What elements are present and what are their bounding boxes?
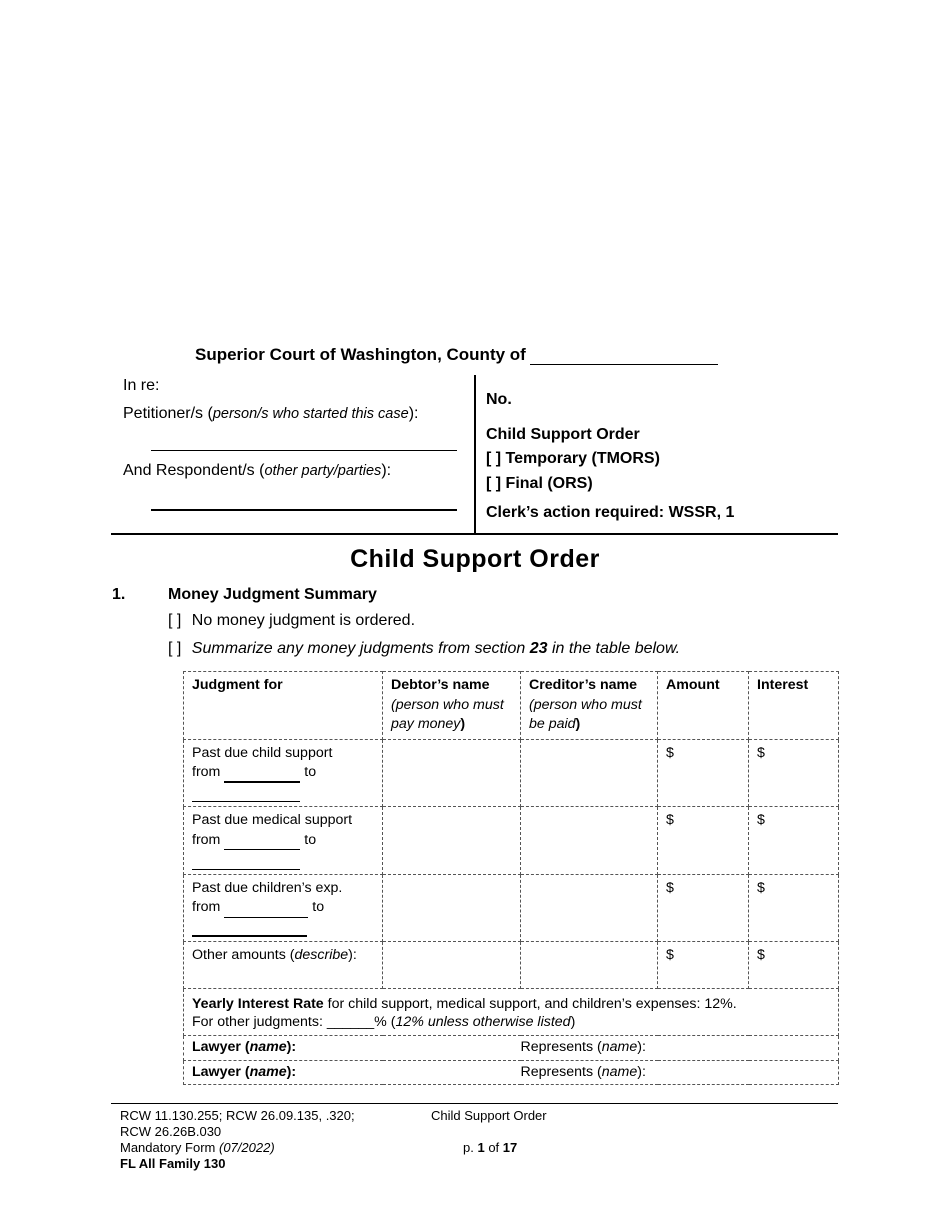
option-summarize-post: in the table below.: [551, 640, 681, 657]
respondent-note: other party/parties: [264, 463, 382, 479]
footer-doc-title: Child Support Order: [431, 1108, 547, 1123]
debtor-cell[interactable]: [383, 942, 521, 989]
creditor-cell[interactable]: [521, 874, 658, 942]
option-summarize-pre: Summarize any money judgments from section: [191, 640, 526, 657]
debtor-cell[interactable]: [383, 739, 521, 807]
amount-cell[interactable]: $: [658, 807, 749, 875]
debtor-cell[interactable]: [383, 807, 521, 875]
lawyer-name-cell[interactable]: Lawyer (name):: [184, 1036, 521, 1061]
interest-rate-row: [184, 989, 839, 1036]
respondent-name-line[interactable]: [151, 509, 457, 511]
other-amounts-cell: Other amounts (describe):: [184, 942, 383, 989]
judgment-summary-table: [183, 671, 839, 1085]
table-row: [184, 807, 839, 875]
table-row-other: [184, 942, 839, 989]
petitioner-name-line[interactable]: [151, 450, 457, 451]
from-date-blank[interactable]: [224, 767, 300, 783]
case-number-label: No.: [486, 391, 512, 408]
represents-cell[interactable]: Represents (name):: [521, 1036, 839, 1061]
represents-cell[interactable]: Represents (name):: [521, 1060, 839, 1085]
section-ref: 23: [529, 640, 548, 657]
final-checkbox[interactable]: [ ] Final (ORS): [486, 475, 593, 492]
col-creditor: Creditor’s name (person who must be paid): [521, 672, 658, 740]
footer-page-number: p. 1 of 17: [463, 1140, 518, 1155]
col-interest: Interest: [749, 672, 839, 740]
creditor-cell[interactable]: [521, 739, 658, 807]
option-no-judgment-checkbox[interactable]: [ ]: [168, 612, 182, 629]
option-no-judgment-text: No money judgment is ordered.: [191, 612, 416, 629]
to-date-blank[interactable]: [192, 787, 300, 802]
in-re-label: In re:: [123, 377, 160, 394]
option-summarize-checkbox[interactable]: [ ]: [168, 640, 182, 657]
from-date-blank[interactable]: [224, 903, 308, 918]
footer-rule: [111, 1103, 838, 1104]
to-date-blank[interactable]: [192, 921, 307, 937]
temporary-checkbox[interactable]: [ ] Temporary (TMORS): [486, 450, 660, 467]
amount-cell[interactable]: $: [658, 874, 749, 942]
court-heading: [195, 345, 718, 365]
lawyer-row: [184, 1060, 839, 1085]
option-no-judgment: [168, 612, 415, 630]
interest-cell[interactable]: $: [749, 739, 839, 807]
amount-cell[interactable]: $: [658, 942, 749, 989]
creditor-cell[interactable]: [521, 807, 658, 875]
col-judgment-for: Judgment for: [184, 672, 383, 740]
col-amount: Amount: [658, 672, 749, 740]
lawyer-row: [184, 1036, 839, 1061]
table-row: [184, 874, 839, 942]
petitioner-note: person/s who started this case: [212, 406, 409, 422]
to-date-blank[interactable]: [192, 855, 300, 870]
creditor-cell[interactable]: [521, 942, 658, 989]
respondent-label: And Respondent/s (other party/parties):: [123, 462, 392, 479]
section-number: 1.: [112, 586, 126, 603]
footer-mandatory: Mandatory Form (07/2022): [120, 1140, 275, 1155]
option-summarize: [168, 640, 680, 658]
col-debtor: Debtor’s name (person who must pay money): [383, 672, 521, 740]
table-row: [184, 739, 839, 807]
caption-bottom-rule: [111, 533, 838, 535]
caption-divider: [474, 375, 476, 534]
court-name: Superior Court of Washington, County of: [195, 345, 526, 364]
interest-cell[interactable]: $: [749, 942, 839, 989]
interest-cell[interactable]: $: [749, 874, 839, 942]
document-name: Child Support Order: [486, 426, 640, 443]
judgment-for-cell: Past due child support from to: [184, 739, 383, 807]
other-rate-blank[interactable]: For other judgments: ______%: [192, 1014, 387, 1030]
footer-form-id: FL All Family 130: [120, 1156, 226, 1171]
interest-cell[interactable]: $: [749, 807, 839, 875]
from-date-blank[interactable]: [224, 835, 300, 850]
petitioner-label: Petitioner/s (person/s who started this case):: [123, 405, 419, 422]
amount-cell[interactable]: $: [658, 739, 749, 807]
section-title: Money Judgment Summary: [168, 586, 377, 603]
debtor-cell[interactable]: [383, 874, 521, 942]
footer-rcw-2: RCW 26.26B.030: [120, 1124, 222, 1139]
county-blank[interactable]: [530, 347, 718, 365]
clerk-action: Clerk’s action required: WSSR, 1: [486, 504, 735, 521]
footer-rcw-1: RCW 11.130.255; RCW 26.09.135, .320;: [120, 1108, 355, 1123]
judgment-for-cell: Past due medical support from to: [184, 807, 383, 875]
footer-left: [120, 1108, 355, 1172]
lawyer-name-cell[interactable]: Lawyer (name):: [184, 1060, 521, 1085]
interest-rate-cell: Yearly Interest Rate for child support, medical support, and children’s expenses: 12%. For other judgments: ______% (12% unless otherwise listed): [184, 989, 839, 1036]
table-header-row: [184, 672, 839, 740]
page-title: Child Support Order: [350, 545, 600, 573]
judgment-for-cell: Past due children’s exp. from to: [184, 874, 383, 942]
